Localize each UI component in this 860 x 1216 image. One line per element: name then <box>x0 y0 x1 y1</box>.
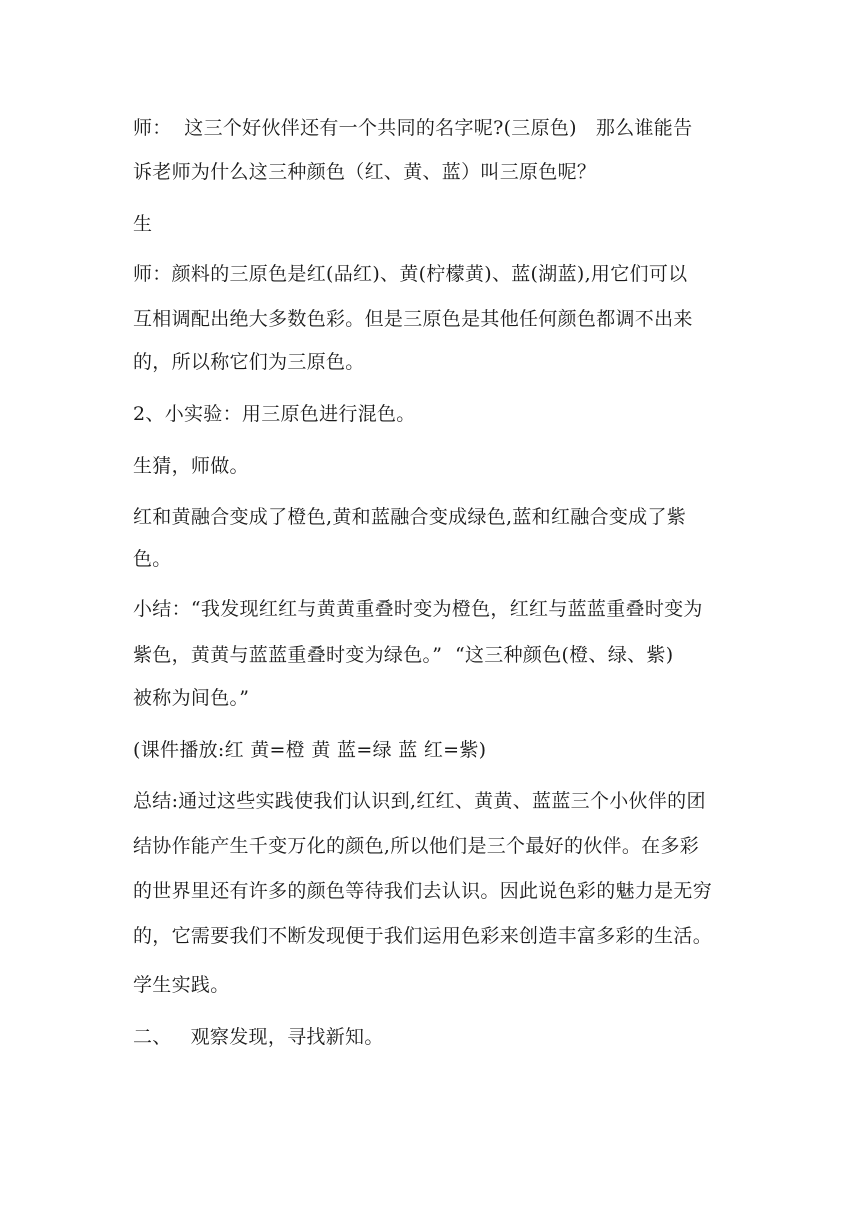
paragraph-line-1: 师： 这三个好伙伴还有一个共同的名字呢?(三原色) 那么谁能告 <box>133 117 693 139</box>
paragraph-line-13: 被称为间色。” <box>133 687 250 709</box>
paragraph-line-4: 师：颜料的三原色是红(品红)、黄(柠檬黄)、蓝(湖蓝),用它们可以 <box>133 263 688 285</box>
paragraph-line-11: 小结：“我发现红红与黄黄重叠时变为橙色，红红与蓝蓝重叠时变为 <box>133 598 703 620</box>
paragraph-line-10: 色。 <box>133 548 172 570</box>
paragraph-line-3: 生 <box>133 213 153 235</box>
paragraph-line-2: 诉老师为什么这三种颜色（红、黄、蓝）叫三原色呢？ <box>133 161 597 183</box>
paragraph-line-9: 红和黄融合变成了橙色,黄和蓝融合变成绿色,蓝和红融合变成了紫 <box>133 506 687 528</box>
paragraph-line-15: 总结:通过这些实践使我们认识到,红红、黄黄、蓝蓝三个小伙伴的团 <box>133 790 706 812</box>
paragraph-line-6: 的，所以称它们为三原色。 <box>133 351 365 373</box>
paragraph-line-7: 2、小实验：用三原色进行混色。 <box>133 403 416 425</box>
paragraph-line-19: 学生实践。 <box>133 974 230 996</box>
paragraph-line-5: 互相调配出绝大多数色彩。但是三原色是其他任何颜色都调不出来 <box>133 308 693 330</box>
section-heading: 二、 观察发现，寻找新知。 <box>133 1026 384 1048</box>
paragraph-line-8: 生猜，师做。 <box>133 455 249 477</box>
paragraph-line-12: 紫色，黄黄与蓝蓝重叠时变为绿色。” “这三种颜色(橙、绿、紫) <box>133 644 674 666</box>
paragraph-line-16: 结协作能产生千变万化的颜色,所以他们是三个最好的伙伴。在多彩 <box>133 835 700 857</box>
paragraph-line-14: (课件播放:红 黄=橙 黄 蓝=绿 蓝 红=紫) <box>133 739 487 761</box>
paragraph-line-18: 的，它需要我们不断发现便于我们运用色彩来创造丰富多彩的生活。 <box>133 925 713 947</box>
paragraph-line-17: 的世界里还有许多的颜色等待我们去认识。因此说色彩的魅力是无穷 <box>133 880 713 902</box>
